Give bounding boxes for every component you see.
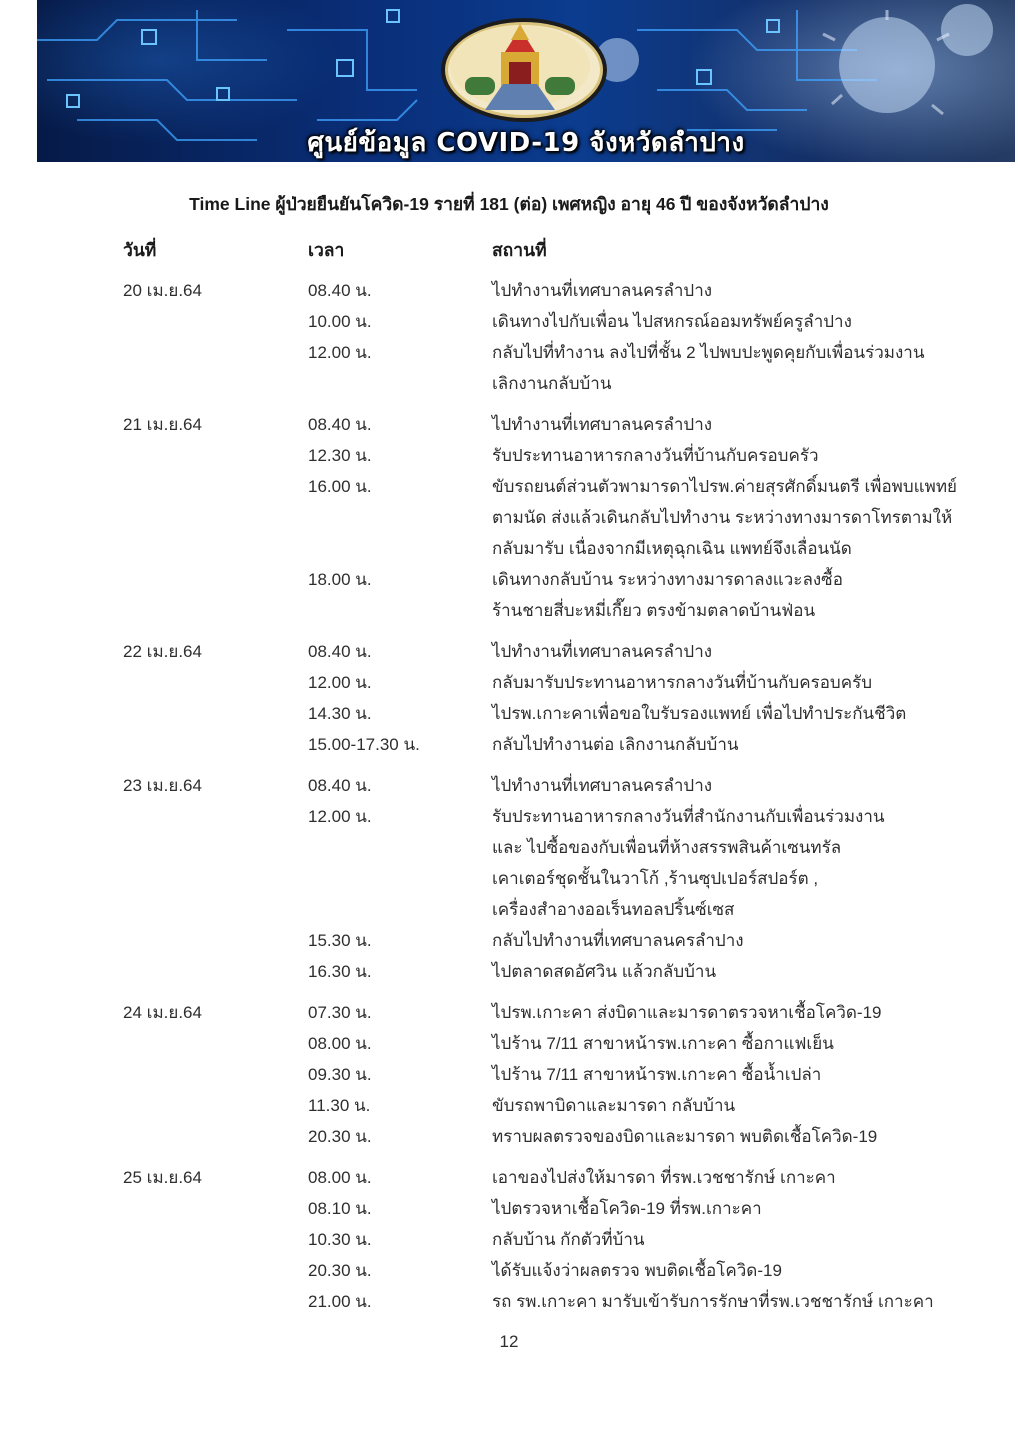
table-row (0, 373, 1018, 404)
place-cell: และ ไปซื้อของกับเพื่อนที่ห้างสรรพสินค้าเซนทรัล (492, 838, 842, 857)
column-header-date: วันที่ (123, 240, 157, 260)
table-row (0, 476, 1018, 507)
banner-title: ศูนย์ข้อมูล COVID-19 จังหวัดลำปาง (307, 128, 745, 158)
time-cell: 16.00 น. (308, 477, 372, 496)
place-cell: เอาของไปส่งให้มารดา ที่รพ.เวชชารักษ์ เกาะคา (492, 1168, 836, 1187)
timeline-day-group (0, 775, 1018, 992)
place-cell: ตามนัด ส่งแล้วเดินกลับไปทำงาน ระหว่างทางมารดาโทรตามให้ (492, 508, 953, 527)
time-cell: 20.30 น. (308, 1127, 372, 1146)
time-cell: 14.30 น. (308, 704, 372, 723)
time-cell: 12.00 น. (308, 673, 372, 692)
place-cell: ไปร้าน 7/11 สาขาหน้ารพ.เกาะคา ซื้อน้ำเปล่า (492, 1065, 822, 1084)
time-cell: 09.30 น. (308, 1065, 372, 1084)
time-cell: 12.00 น. (308, 807, 372, 826)
place-cell: กลับบ้าน กักตัวที่บ้าน (492, 1230, 645, 1249)
table-row (0, 1198, 1018, 1229)
timeline-day-group (0, 641, 1018, 765)
time-cell: 08.40 น. (308, 776, 372, 795)
place-cell: ไปตลาดสดอัศวิน แล้วกลับบ้าน (492, 962, 717, 981)
date-cell: 25 เม.ย.64 (123, 1168, 202, 1187)
time-cell: 15.00-17.30 น. (308, 735, 420, 754)
column-headers (0, 236, 1018, 262)
place-cell: ขับรถยนต์ส่วนตัวพามารดาไปรพ.ค่ายสุรศักดิ์มนตรี เพื่อพบแพทย์ (492, 477, 957, 496)
time-cell: 10.00 น. (308, 312, 372, 331)
time-cell: 21.00 น. (308, 1292, 372, 1311)
place-cell: ไปทำงานที่เทศบาลนครลำปาง (492, 415, 713, 434)
table-row (0, 672, 1018, 703)
table-row (0, 414, 1018, 445)
table-row (0, 1033, 1018, 1064)
place-cell: กลับไปทำงานต่อ เลิกงานกลับบ้าน (492, 735, 739, 754)
time-cell: 11.30 น. (308, 1096, 371, 1115)
place-cell: ไปทำงานที่เทศบาลนครลำปาง (492, 776, 713, 795)
place-cell: ได้รับแจ้งว่าผลตรวจ พบติดเชื้อโควิด-19 (492, 1261, 782, 1280)
time-cell: 18.00 น. (308, 570, 372, 589)
place-cell: เคาเตอร์ชุดชั้นในวาโก้ ,ร้านซุปเปอร์สปอร์ต , (492, 869, 819, 888)
table-row (0, 1167, 1018, 1198)
place-cell: ไปตรวจหาเชื้อโควิด-19 ที่รพ.เกาะคา (492, 1199, 762, 1218)
time-cell: 20.30 น. (308, 1261, 372, 1280)
table-row (0, 868, 1018, 899)
table-row (0, 1291, 1018, 1322)
table-row (0, 538, 1018, 569)
date-cell: 24 เม.ย.64 (123, 1003, 202, 1022)
table-row (0, 1002, 1018, 1033)
place-cell: กลับไปที่ทำงาน ลงไปที่ชั้น 2 ไปพบปะพูดคุยกับเพื่อนร่วมงาน (492, 343, 925, 362)
table-row (0, 930, 1018, 961)
table-row (0, 445, 1018, 476)
table-row (0, 703, 1018, 734)
place-cell: ไปรพ.เกาะคาเพื่อขอใบรับรองแพทย์ เพื่อไปทำประกันชีวิต (492, 704, 907, 723)
table-row (0, 311, 1018, 342)
place-cell: เดินทางกลับบ้าน ระหว่างทางมารดาลงแวะลงซื้อ (492, 570, 843, 589)
time-cell: 12.30 น. (308, 446, 372, 465)
table-row (0, 1260, 1018, 1291)
header-banner (37, 0, 1015, 162)
place-cell: ไปทำงานที่เทศบาลนครลำปาง (492, 281, 713, 300)
page-number: 12 (499, 1332, 519, 1351)
place-cell: ทราบผลตรวจของบิดาและมารดา พบติดเชื้อโควิด-19 (492, 1127, 878, 1146)
table-row (0, 1126, 1018, 1157)
table-row (0, 775, 1018, 806)
table-row (0, 1095, 1018, 1126)
table-row (0, 1229, 1018, 1260)
time-cell: 16.30 น. (308, 962, 372, 981)
place-cell: ขับรถพาบิดาและมารดา กลับบ้าน (492, 1096, 736, 1115)
place-cell: กลับมารับ เนื่องจากมีเหตุฉุกเฉิน แพทย์จึงเลื่อนนัด (492, 539, 852, 558)
timeline-day-group (0, 280, 1018, 404)
place-cell: รถ รพ.เกาะคา มารับเข้ารับการรักษาที่รพ.เวชชารักษ์ เกาะคา (492, 1292, 934, 1311)
date-cell: 20 เม.ย.64 (123, 281, 202, 300)
time-cell: 08.00 น. (308, 1034, 372, 1053)
time-cell: 12.00 น. (308, 343, 372, 362)
column-header-place: สถานที่ (492, 240, 547, 260)
time-cell: 15.30 น. (308, 931, 372, 950)
date-cell: 23 เม.ย.64 (123, 776, 202, 795)
time-cell: 08.00 น. (308, 1168, 372, 1187)
table-row (0, 961, 1018, 992)
place-cell: เดินทางไปกับเพื่อน ไปสหกรณ์ออมทรัพย์ครูลำปาง (492, 312, 852, 331)
table-row (0, 641, 1018, 672)
place-cell: ร้านชายสี่บะหมี่เกี๊ยว ตรงข้ามตลาดบ้านฟ่อน (492, 601, 816, 620)
timeline-day-group (0, 1002, 1018, 1157)
table-row (0, 600, 1018, 631)
document-heading: Time Line ผู้ป่วยยืนยันโควิด-19 รายที่ 181 (ต่อ) เพศหญิง อายุ 46 ปี ของจังหวัดลำปาง (189, 194, 829, 214)
place-cell: เครื่องสำอางออเร็นทอลปริ้นซ์เซส (492, 900, 735, 919)
timeline-table (0, 280, 1018, 1332)
time-cell: 08.10 น. (308, 1199, 372, 1218)
table-row (0, 806, 1018, 837)
place-cell: รับประทานอาหารกลางวันที่สำนักงานกับเพื่อนร่วมงาน (492, 807, 885, 826)
place-cell: ไปรพ.เกาะคา ส่งบิดาและมารดาตรวจหาเชื้อโควิด-19 (492, 1003, 882, 1022)
table-row (0, 837, 1018, 868)
time-cell: 07.30 น. (308, 1003, 372, 1022)
place-cell: กลับไปทำงานที่เทศบาลนครลำปาง (492, 931, 744, 950)
table-row (0, 507, 1018, 538)
table-row (0, 342, 1018, 373)
date-cell: 21 เม.ย.64 (123, 415, 202, 434)
table-row (0, 569, 1018, 600)
time-cell: 08.40 น. (308, 415, 372, 434)
place-cell: ไปร้าน 7/11 สาขาหน้ารพ.เกาะคา ซื้อกาแฟเย็น (492, 1034, 834, 1053)
timeline-day-group (0, 414, 1018, 631)
time-cell: 10.30 น. (308, 1230, 372, 1249)
time-cell: 08.40 น. (308, 281, 372, 300)
date-cell: 22 เม.ย.64 (123, 642, 202, 661)
place-cell: เลิกงานกลับบ้าน (492, 374, 612, 393)
table-row (0, 1064, 1018, 1095)
column-header-time: เวลา (308, 240, 345, 260)
table-row (0, 899, 1018, 930)
table-row (0, 280, 1018, 311)
time-cell: 08.40 น. (308, 642, 372, 661)
timeline-day-group (0, 1167, 1018, 1322)
place-cell: ไปทำงานที่เทศบาลนครลำปาง (492, 642, 713, 661)
table-row (0, 734, 1018, 765)
provincial-seal-icon (441, 18, 607, 122)
place-cell: กลับมารับประทานอาหารกลางวันที่บ้านกับครอบครับ (492, 673, 873, 692)
place-cell: รับประทานอาหารกลางวันที่บ้านกับครอบครัว (492, 446, 819, 465)
